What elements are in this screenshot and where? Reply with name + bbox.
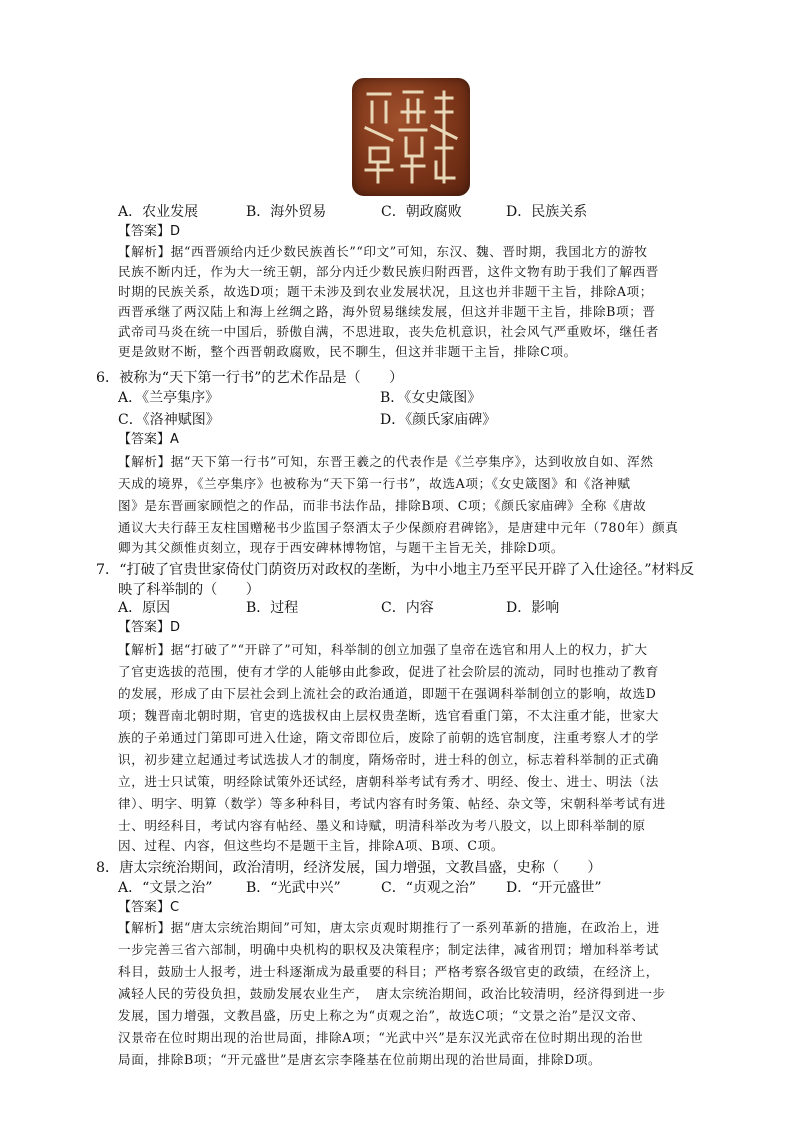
option-c: C．朝政腐败 bbox=[381, 204, 462, 220]
answer-label: 【答案】D bbox=[118, 620, 181, 635]
option-a: A．农业发展 bbox=[118, 204, 199, 220]
option-b: B．《女史箴图》 bbox=[380, 390, 482, 406]
bronze-seal-image bbox=[352, 78, 470, 196]
explanation-line: 【解析】据“唐太宗统治期间”可知，唐太宗贞观时期推行了一系列革新的措施，在政治上，进 bbox=[118, 920, 660, 935]
option-b: B．“光武中兴” bbox=[246, 880, 341, 896]
option-b: B．过程 bbox=[246, 600, 299, 616]
option-d: D．民族关系 bbox=[506, 204, 588, 220]
explanation-line: 【解析】据“天下第一行书”可知，东晋王羲之的代表作是《兰亭集序》，达到收放自如、浑然 bbox=[118, 454, 654, 469]
explanation-line: 科目，鼓励士人报考，进士科逐渐成为最重要的科目；严格考察各级官吏的政绩，在经济上， bbox=[118, 964, 659, 979]
explanation-line: 了官吏选拔的范围，使有才学的人能够由此参政，促进了社会阶层的流动，同时也推动了教育 bbox=[118, 664, 659, 679]
option-a: A．“文景之治” bbox=[118, 880, 213, 896]
explanation-line: 武帝司马炎在统一中国后，骄傲自满，不思进取，丧失危机意识，社会风气严重败坏，继任者 bbox=[118, 324, 659, 339]
question-8: 8．唐太宗统治期间，政治清明，经济发展，国力增强，文教昌盛，史称（ ） bbox=[96, 860, 602, 876]
explanation-line: 项；魏晋南北朝时期，官吏的选拔权由上层权贵垄断，选官看重门第，不太注重才能，世家大 bbox=[118, 708, 659, 723]
option-d: D．《颜氏家庙碑》 bbox=[380, 412, 497, 428]
explanation-line: 族的子弟通过门第即可进入仕途，隋文帝即位后，废除了前朝的选官制度，注重考察人才的学 bbox=[118, 730, 659, 745]
question-6: 6．被称为“天下第一行书”的艺术作品是（ ） bbox=[96, 370, 404, 386]
answer-label: 【答案】C bbox=[118, 900, 180, 915]
explanation-line: 西晋承继了两汉陆上和海上丝绸之路，海外贸易继续发展，但这并非题干主旨，排除B项；晋 bbox=[118, 304, 656, 319]
question-7: 7．“打破了官贵世家倚仗门荫资历对政权的垄断，为中小地主乃至平民开辟了入仕途径。”材料反 bbox=[96, 562, 695, 578]
option-c: C．“贞观之治” bbox=[381, 880, 477, 896]
option-c: C．《洛神赋图》 bbox=[118, 412, 220, 428]
explanation-line: 局面，排除B项；“开元盛世”是唐玄宗李隆基在位前期出现的治世局面，排除D项。 bbox=[118, 1052, 602, 1067]
explanation-line: 汉景帝在位时期出现的治世局面，排除A项；“光武中兴”是东汉光武帝在位时期出现的治世 bbox=[118, 1030, 644, 1045]
option-c: C．内容 bbox=[381, 600, 434, 616]
option-a: A．《兰亭集序》 bbox=[118, 390, 220, 406]
option-d: D．“开元盛世” bbox=[506, 880, 602, 896]
explanation-line: 律）、明字、明算（数学）等多种科目，考试内容有时务策、帖经、杂文等，宋朝科举考试有进 bbox=[118, 796, 666, 811]
explanation-line: 立，进士只试策，明经除试策外还试经，唐朝科举考试有秀才、明经、俊士、进士、明法（法 bbox=[118, 774, 659, 789]
explanation-line: 识，初步建立起通过考试选拔人才的制度，隋炀帝时，进士科的创立，标志着科举制的正式确 bbox=[118, 752, 659, 767]
explanation-line: 天成的境界，《兰亭集序》也被称为“天下第一行书”，故选A项；《女史箴图》和《洛神赋 bbox=[118, 476, 631, 491]
explanation-line: 发展，国力增强，文教昌盛，历史上称之为“贞观之治”，故选C项；“文景之治”是汉文帝、 bbox=[118, 1008, 645, 1023]
explanation-line: 【解析】据“西晋颁给内迁少数民族酋长”“印文”可知，东汉、魏、晋时期，我国北方的游牧 bbox=[118, 244, 648, 259]
explanation-line: 一步完善三省六部制，明确中央机构的职权及决策程序；制定法律，减省刑罚；增加科举考试 bbox=[118, 942, 659, 957]
question-7-cont: 映了科举制的（ ） bbox=[118, 582, 260, 598]
explanation-line: 更是敛财不断，整个西晋朝政腐败，民不聊生，但这并非题干主旨，排除C项。 bbox=[118, 344, 577, 359]
explanation-line: 的发展，形成了由下层社会到上流社会的政治通道，即题干在强调科举制创立的影响，故选D bbox=[118, 686, 657, 701]
option-d: D．影响 bbox=[506, 600, 560, 616]
explanation-line: 卿为其父颜惟贞刻立，现存于西安碑林博物馆，与题干主旨无关，排除D项。 bbox=[118, 540, 565, 555]
explanation-line: 减轻人民的劳役负担，鼓励发展农业生产， 唐太宗统治期间，政治比较清明，经济得到进一步 bbox=[118, 986, 666, 1001]
seal-script-glyphs bbox=[352, 78, 470, 196]
explanation-line: 民族不断内迁，作为大一统王朝，部分内迁少数民族归附西晋，这件文物有助于我们了解西晋 bbox=[118, 264, 659, 279]
explanation-line: 士、明经科目，考试内容有帖经、墨义和诗赋，明清科举改为考八股文，以上即科举制的原 bbox=[118, 818, 646, 833]
answer-label: 【答案】A bbox=[118, 432, 179, 447]
explanation-line: 时期的民族关系，故选D项；题干未涉及到农业发展状况，且这也并非题干主旨，排除A项； bbox=[118, 284, 653, 299]
explanation-line: 图》是东晋画家顾恺之的作品，而非书法作品，排除B项、C项；《颜氏家庙碑》全称《唐故 bbox=[118, 498, 647, 513]
option-b: B．海外贸易 bbox=[246, 204, 327, 220]
explanation-line: 【解析】据“打破了”“开辟了”可知，科举制的创立加强了皇帝在选官和用人上的权力，扩大 bbox=[118, 642, 648, 657]
answer-label: 【答案】D bbox=[118, 224, 181, 239]
explanation-line: 因、过程、内容，但这些均不是题干主旨，排除A项、B项、C项。 bbox=[118, 838, 505, 853]
explanation-line: 通议大夫行薛王友柱国赠秘书少监国子祭酒太子少保颜府君碑铭》，是唐建中元年（780年）颜真 bbox=[118, 520, 679, 535]
option-a: A．原因 bbox=[118, 600, 171, 616]
